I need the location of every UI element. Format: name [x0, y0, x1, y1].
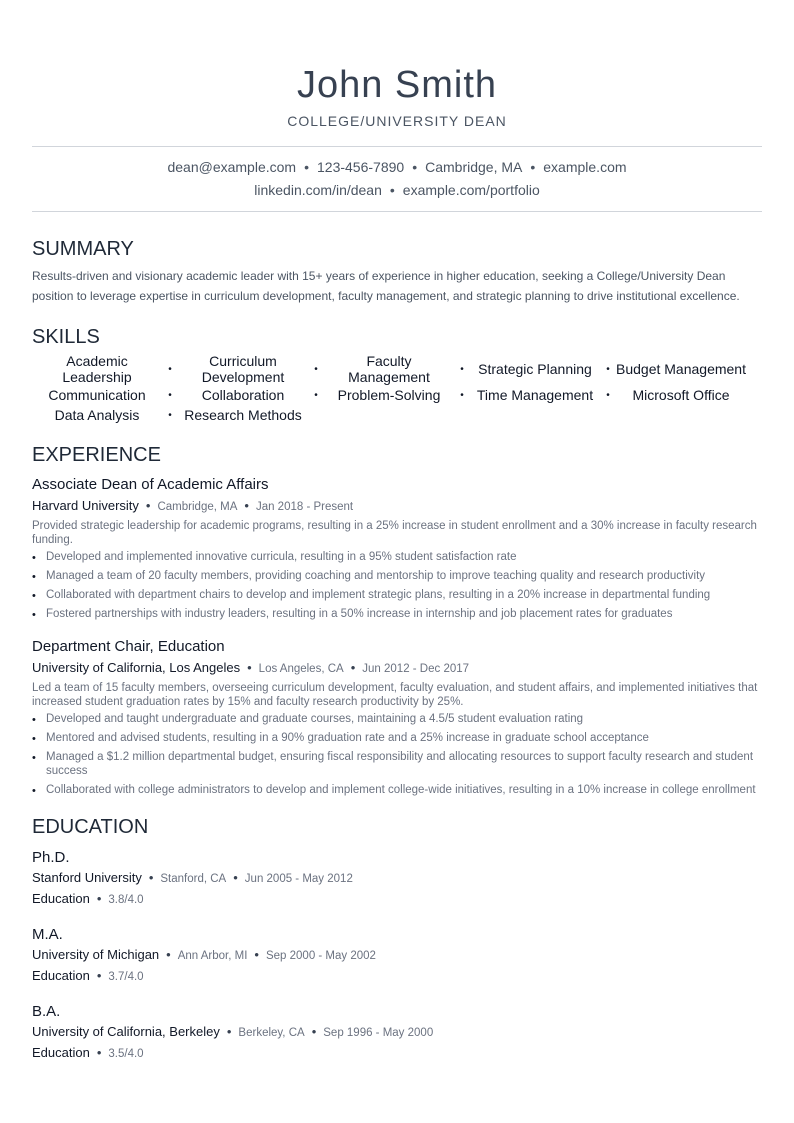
skill-item: Time Management: [476, 387, 594, 403]
job-meta: [32, 658, 762, 679]
separator-dot: •: [606, 389, 610, 401]
separator-dot: •: [304, 159, 309, 175]
skill-item: Research Methods: [184, 407, 302, 423]
separator-dot: •: [96, 968, 102, 983]
degree-field-line: [32, 966, 762, 987]
skills-grid: [32, 353, 762, 425]
section-heading-experience: EXPERIENCE: [32, 444, 161, 466]
degree-entry: [32, 925, 762, 987]
degree-dates: Jun 2005 - May 2012: [244, 873, 353, 885]
email-link[interactable]: dean@example.com: [167, 159, 297, 175]
candidate-name: John Smith: [296, 64, 498, 106]
school-location: Ann Arbor, MI: [177, 950, 248, 962]
job-dates: Jun 2012 - Dec 2017: [362, 663, 470, 675]
skill-item: Communication: [48, 387, 146, 403]
skill-item: Academic Leadership: [62, 353, 132, 385]
section-heading-education: EDUCATION: [32, 816, 149, 838]
divider: [32, 211, 762, 212]
job-bullets: [32, 550, 762, 621]
job-position-title: Associate Dean of Academic Affairs: [32, 476, 269, 493]
section-heading-summary: SUMMARY: [32, 238, 134, 260]
degree-dates: Sep 1996 - May 2000: [323, 1027, 434, 1039]
school-name: Stanford University: [32, 870, 142, 885]
job-dates: Jan 2018 - Present: [255, 501, 354, 513]
separator-dot: •: [226, 1024, 232, 1039]
degree-field: Education: [32, 891, 90, 906]
degree-name: Ph.D.: [32, 849, 70, 866]
separator-dot: •: [389, 182, 395, 198]
degree-gpa: 3.8/4.0: [108, 894, 144, 906]
degree-field-line: [32, 889, 762, 910]
experience-section: [32, 443, 762, 797]
list-item: • Managed a team of 20 faculty members, providing coaching and mentorship to improve teaching quality and research productivity: [32, 569, 762, 583]
degree-school-line: [32, 1022, 762, 1043]
skill-item: Data Analysis: [54, 407, 140, 423]
list-item: • Developed and taught undergraduate and graduate courses, maintaining a 4.5/5 student evaluation rating: [32, 712, 762, 726]
degree-school-line: [32, 945, 762, 966]
skill-item: Collaboration: [201, 387, 285, 403]
degree-name: B.A.: [32, 1003, 61, 1020]
separator-dot: •: [168, 409, 172, 421]
skills-section: [32, 325, 762, 425]
separator-dot: •: [244, 498, 249, 513]
separator-dot: •: [460, 389, 464, 401]
school-name: University of California, Berkeley: [32, 1024, 220, 1039]
degree-field-line: [32, 1043, 762, 1064]
job-description: Led a team of 15 faculty members, overseeing curriculum development, faculty evaluation, and student affairs, and implemented initiatives that increased student graduation rates by 15% and faculty research productivity by 25%.: [32, 682, 758, 708]
contact-info: [32, 147, 762, 211]
separator-dot: •: [314, 363, 318, 375]
job-title: COLLEGE/UNIVERSITY DEAN: [287, 113, 507, 129]
list-item: • Fostered partnerships with industry leaders, resulting in a 50% increase in internship and job placement rates for graduates: [32, 607, 762, 621]
separator-dot: •: [311, 1024, 317, 1039]
separator-dot: •: [254, 947, 259, 962]
list-item: • Mentored and advised students, resulting in a 90% graduation rate and a 25% increase in graduate school acceptance: [32, 731, 762, 745]
list-item: • Managed a $1.2 million departmental budget, ensuring fiscal responsibility and allocating resources to support faculty research and student success: [32, 750, 762, 778]
list-item: • Collaborated with department chairs to develop and implement strategic plans, resulting in a 20% increase in departmental funding: [32, 588, 762, 602]
separator-dot: •: [247, 660, 252, 675]
separator-dot: •: [148, 870, 154, 885]
separator-dot: •: [96, 1045, 102, 1060]
job-entry: [32, 475, 762, 621]
separator-dot: •: [606, 363, 610, 375]
portfolio-link[interactable]: example.com/portfolio: [402, 182, 540, 198]
summary-section: [32, 237, 762, 306]
separator-dot: •: [530, 159, 536, 175]
degree-name: M.A.: [32, 926, 63, 943]
degree-gpa: 3.5/4.0: [108, 1048, 144, 1060]
phone-number: 123-456-7890: [317, 159, 405, 175]
school-name: University of Michigan: [32, 947, 160, 962]
list-item: • Collaborated with college administrators to develop and implement college-wide initiatives, resulting in a 10% increase in college enrollment: [32, 783, 762, 797]
skill-item: Curriculum Development: [201, 353, 285, 385]
job-description: Provided strategic leadership for academic programs, resulting in a 25% increase in student enrollment and a 30% increase in faculty research funding.: [32, 520, 757, 546]
job-meta: [32, 496, 762, 517]
location-text: Cambridge, MA: [425, 159, 523, 175]
degree-gpa: 3.7/4.0: [108, 971, 144, 983]
linkedin-link[interactable]: linkedin.com/in/dean: [254, 182, 382, 198]
job-position-title: Department Chair, Education: [32, 638, 225, 655]
separator-dot: •: [412, 159, 418, 175]
separator-dot: •: [145, 498, 151, 513]
school-location: Stanford, CA: [160, 873, 227, 885]
degree-dates: Sep 2000 - May 2002: [265, 950, 376, 962]
separator-dot: •: [168, 389, 172, 401]
separator-dot: •: [166, 947, 171, 962]
education-section: [32, 815, 762, 1064]
degree-field: Education: [32, 1045, 90, 1060]
skill-item: Budget Management: [616, 361, 746, 377]
separator-dot: •: [96, 891, 102, 906]
degree-school-line: [32, 868, 762, 889]
job-location: Los Angeles, CA: [258, 663, 344, 675]
summary-text: Results-driven and visionary academic leader with 15+ years of experience in higher education, seeking a College/University Dean position to leverage expertise in curriculum development, faculty management, and strategic planning to drive institutional excellence.: [32, 269, 740, 303]
skill-item: Strategic Planning: [478, 361, 592, 377]
degree-field: Education: [32, 968, 90, 983]
separator-dot: •: [314, 389, 318, 401]
separator-dot: •: [168, 363, 172, 375]
employer-name: Harvard University: [32, 498, 139, 513]
resume-header: [32, 0, 762, 130]
degree-entry: [32, 848, 762, 910]
list-item: • Developed and implemented innovative curricula, resulting in a 95% student satisfaction rate: [32, 550, 762, 564]
separator-dot: •: [350, 660, 356, 675]
degree-entry: [32, 1002, 762, 1064]
employer-name: University of California, Los Angeles: [32, 660, 241, 675]
school-location: Berkeley, CA: [238, 1027, 305, 1039]
skill-item: Faculty Management: [348, 353, 430, 385]
job-entry: [32, 637, 762, 797]
website-link[interactable]: example.com: [543, 159, 627, 175]
section-heading-skills: SKILLS: [32, 326, 100, 348]
job-bullets: [32, 712, 762, 797]
job-location: Cambridge, MA: [157, 501, 238, 513]
separator-dot: •: [460, 363, 464, 375]
skill-item: Problem-Solving: [337, 387, 441, 403]
separator-dot: •: [233, 870, 238, 885]
skill-item: Microsoft Office: [632, 387, 730, 403]
